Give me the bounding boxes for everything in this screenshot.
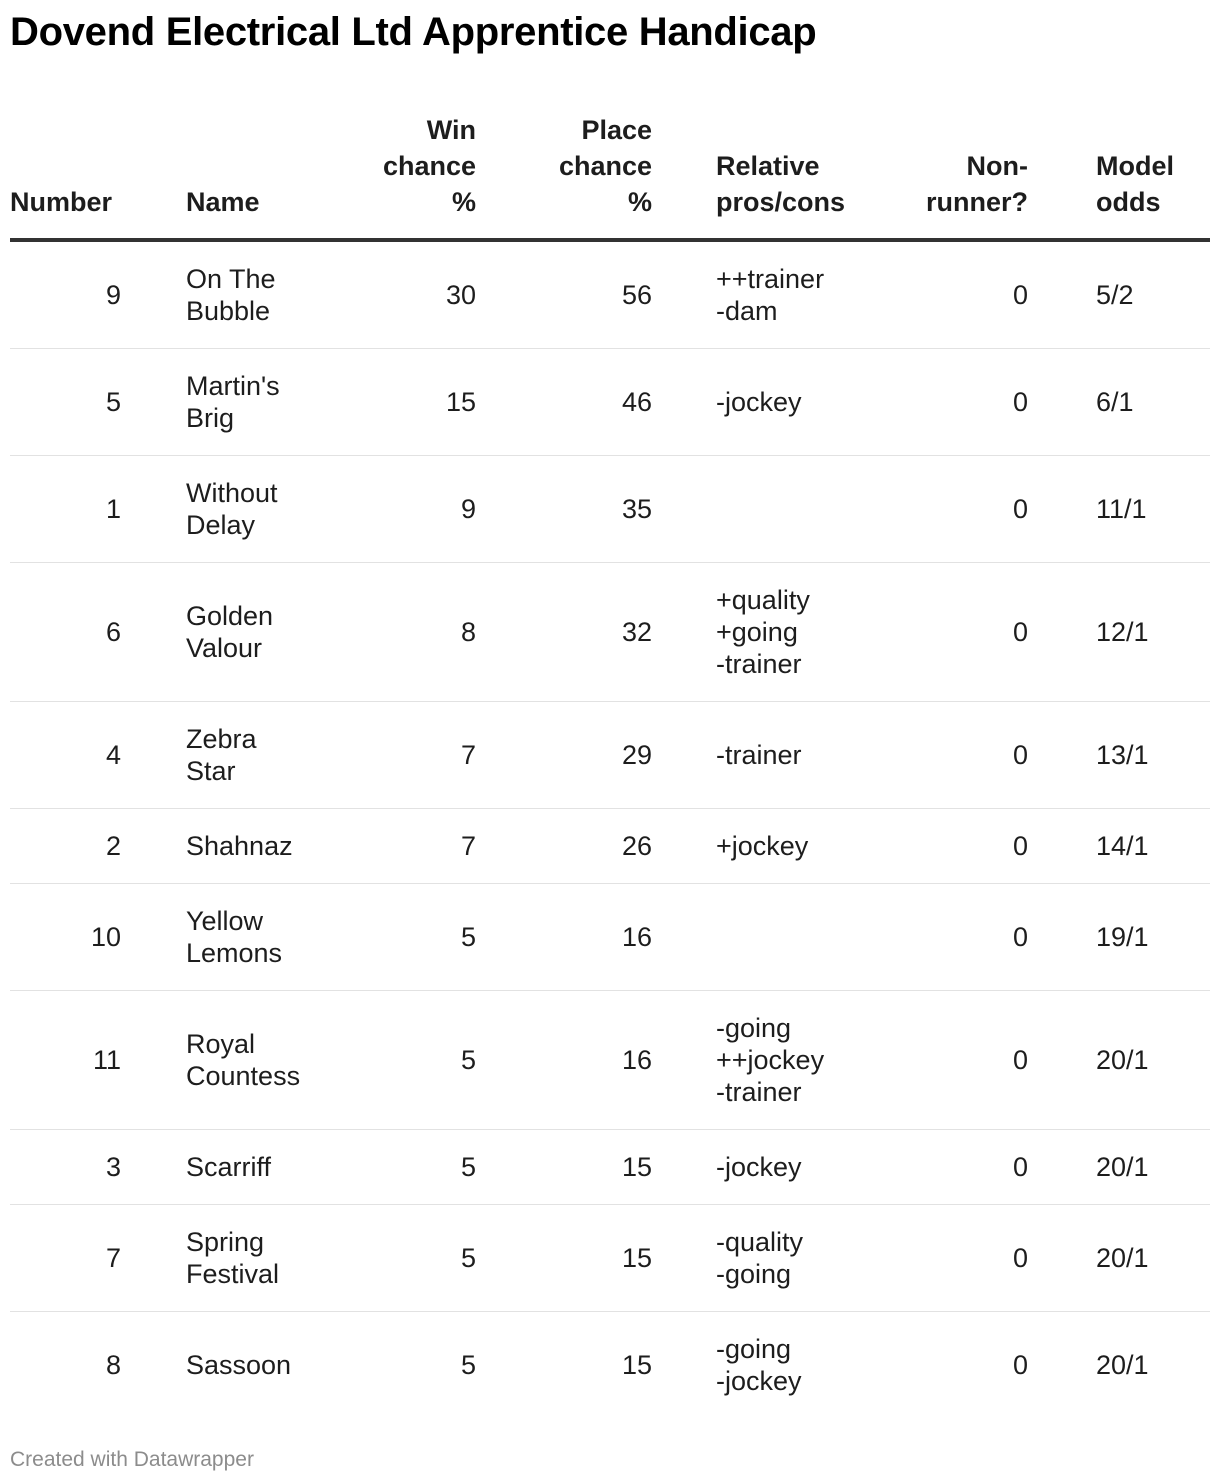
cell-number: 11	[10, 991, 186, 1130]
cell-name: Scarriff	[186, 1130, 306, 1205]
cell-number: 6	[10, 563, 186, 702]
cell-name: Royal Countess	[186, 991, 306, 1130]
cell-number: 4	[10, 702, 186, 809]
column-header-place-chance[interactable]: Place chance %	[482, 112, 658, 240]
cell-win-chance: 7	[306, 809, 482, 884]
cell-place-chance: 15	[621, 1350, 652, 1380]
cell-win-chance: 8	[306, 563, 482, 702]
cell-win-chance: 5	[306, 1130, 482, 1205]
cell-place-chance: 56	[482, 240, 658, 349]
cell-model-odds: 12/1	[1032, 563, 1210, 702]
table-row	[10, 1205, 1210, 1312]
cell-relative-pros-cons: -going ++jockey -trainer	[658, 991, 832, 1130]
cell-model-odds: 6/1	[1032, 349, 1210, 456]
table-row	[10, 884, 1210, 991]
table-row	[10, 349, 1210, 456]
cell-place-chance: 29	[482, 702, 658, 809]
cell-non-runner: 0	[832, 884, 1032, 991]
cell-model-odds: 5/2	[1032, 240, 1210, 349]
table-body	[10, 240, 1210, 1418]
column-header-name[interactable]: Name	[186, 112, 306, 240]
cell-name: Spring Festival	[186, 1205, 306, 1312]
table-row	[10, 563, 1210, 702]
cell-relative-pros-cons	[658, 456, 832, 563]
cell-model-odds: 20/1	[1032, 1130, 1210, 1205]
cell-place-chance: 15	[482, 1205, 658, 1312]
cell-relative-pros-cons: +quality +going -trainer	[658, 563, 832, 702]
cell-number: 7	[10, 1205, 186, 1312]
cell-place-chance: 16	[482, 991, 658, 1130]
table-row	[10, 809, 1210, 884]
cell-name: Yellow Lemons	[186, 884, 306, 991]
cell-model-odds: 20/1	[1032, 991, 1210, 1130]
column-header-model-odds[interactable]: Model odds	[1032, 112, 1210, 240]
cell-relative-pros-cons: +jockey	[658, 809, 832, 884]
cell-name: On The Bubble	[186, 240, 306, 349]
cell-non-runner: 0	[832, 240, 1032, 349]
cell-place-chance: 46	[482, 349, 658, 456]
cell-win-chance: 5	[306, 884, 482, 991]
cell-model-odds: 20/1	[1096, 1350, 1149, 1380]
cell-relative-pros-cons: ++trainer -dam	[658, 240, 832, 349]
table-row	[10, 991, 1210, 1130]
cell-non-runner: 0	[832, 702, 1032, 809]
column-header-non-runner[interactable]: Non- runner?	[832, 112, 1032, 240]
cell-relative-pros-cons: -going -jockey	[716, 1334, 802, 1396]
cell-non-runner: 0	[832, 456, 1032, 563]
footer-credit: Created with Datawrapper	[10, 1448, 254, 1471]
cell-win-chance: 5	[460, 1350, 476, 1380]
cell-name: Zebra Star	[186, 702, 306, 809]
page-title: Dovend Electrical Ltd Apprentice Handicap	[10, 10, 817, 54]
cell-model-odds: 14/1	[1032, 809, 1210, 884]
cell-relative-pros-cons: -trainer	[658, 702, 832, 809]
cell-number: 10	[10, 884, 186, 991]
cell-number: 8	[105, 1350, 121, 1380]
cell-name: Golden Valour	[186, 563, 306, 702]
cell-win-chance: 7	[306, 702, 482, 809]
cell-model-odds: 19/1	[1032, 884, 1210, 991]
cell-name: Shahnaz	[186, 809, 306, 884]
runners-table	[10, 112, 1210, 1418]
cell-relative-pros-cons: -jockey	[658, 1130, 832, 1205]
table-row	[10, 1312, 1210, 1419]
cell-name: Sassoon	[186, 1350, 292, 1380]
cell-place-chance: 32	[482, 563, 658, 702]
table-row	[10, 456, 1210, 563]
column-header-relative-pros-cons[interactable]: Relative pros/cons	[658, 112, 832, 240]
cell-number: 3	[10, 1130, 186, 1205]
table-row	[10, 702, 1210, 809]
cell-place-chance: 16	[482, 884, 658, 991]
cell-non-runner: 0	[1012, 1350, 1028, 1380]
cell-non-runner: 0	[832, 1205, 1032, 1312]
table-row	[10, 240, 1210, 349]
cell-win-chance: 5	[306, 1205, 482, 1312]
cell-win-chance: 5	[306, 991, 482, 1130]
cell-non-runner: 0	[832, 809, 1032, 884]
cell-relative-pros-cons: -quality -going	[658, 1205, 832, 1312]
cell-name: Martin's Brig	[186, 349, 306, 456]
cell-number: 2	[10, 809, 186, 884]
table-row	[10, 1130, 1210, 1205]
cell-place-chance: 35	[482, 456, 658, 563]
cell-place-chance: 26	[482, 809, 658, 884]
cell-non-runner: 0	[832, 1130, 1032, 1205]
column-header-win-chance[interactable]: Win chance %	[306, 112, 482, 240]
cell-win-chance: 15	[306, 349, 482, 456]
table-header-row	[10, 112, 1210, 240]
cell-model-odds: 13/1	[1032, 702, 1210, 809]
column-header-number[interactable]: Number	[10, 112, 186, 240]
cell-non-runner: 0	[832, 991, 1032, 1130]
cell-name: Without Delay	[186, 456, 306, 563]
cell-model-odds: 11/1	[1032, 456, 1210, 563]
cell-model-odds: 20/1	[1032, 1205, 1210, 1312]
cell-non-runner: 0	[832, 563, 1032, 702]
cell-place-chance: 15	[482, 1130, 658, 1205]
cell-win-chance: 30	[306, 240, 482, 349]
cell-non-runner: 0	[832, 349, 1032, 456]
cell-number: 1	[10, 456, 186, 563]
cell-number: 9	[10, 240, 186, 349]
cell-relative-pros-cons	[658, 884, 832, 991]
cell-relative-pros-cons: -jockey	[658, 349, 832, 456]
cell-number: 5	[10, 349, 186, 456]
cell-win-chance: 9	[306, 456, 482, 563]
